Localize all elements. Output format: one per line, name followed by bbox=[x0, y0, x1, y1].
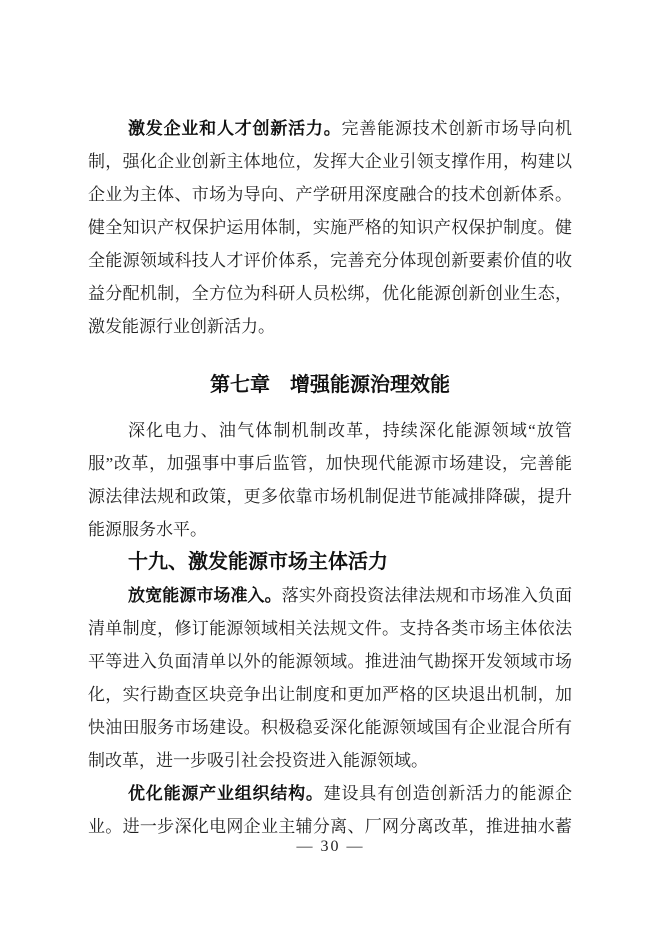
document-body bbox=[88, 112, 572, 843]
page-number: — 30 — bbox=[296, 838, 365, 855]
body-line: 深化电力、油气体制机制改革，持续深化能源领域“放管 bbox=[128, 421, 572, 440]
body-line: 制，强化企业创新主体地位，发挥大企业引领支撑作用，构建以 bbox=[88, 152, 572, 171]
paragraph-industry-structure bbox=[88, 777, 572, 843]
paragraph-lead: 优化能源产业组织结构。 bbox=[128, 784, 324, 803]
section-heading: 十九、激发能源市场主体活力 bbox=[128, 551, 388, 573]
body-line: 服”改革，加强事中事后监管，加快现代能源市场建设，完善能 bbox=[88, 454, 572, 473]
body-line: 健全知识产权保护运用体制，实施严格的知识产权保护制度。健 bbox=[88, 218, 572, 237]
body-text: 完善能源技术创新市场导向机 bbox=[341, 119, 572, 138]
body-line: 业。进一步深化电网企业主辅分离、厂网分离改革，推进抽水蓄 bbox=[88, 817, 572, 836]
body-line: 清单制度，修订能源领域相关法规文件。支持各类市场主体依法 bbox=[88, 619, 572, 638]
paragraph-chapter-intro bbox=[88, 414, 572, 546]
body-text: 落实外商投资法律法规和市场准入负面 bbox=[281, 586, 573, 605]
paragraph-lead: 放宽能源市场准入。 bbox=[128, 586, 282, 605]
body-line: 全能源领域科技人才评价体系，完善充分体现创新要素价值的收 bbox=[88, 251, 572, 270]
chapter-heading: 第七章 增强能源治理效能 bbox=[210, 374, 450, 396]
body-line bbox=[88, 112, 572, 145]
body-line: 益分配机制，全方位为科研人员松绑，优化能源创新创业生态， bbox=[88, 284, 572, 303]
body-line: 快油田服务市场建设。积极稳妥深化能源领域国有企业混合所有 bbox=[88, 718, 572, 737]
body-line: 源法律法规和政策，更多依靠市场机制促进节能减排降碳，提升 bbox=[88, 487, 572, 506]
body-line: 企业为主体、市场为导向、产学研用深度融合的技术创新体系。 bbox=[88, 185, 572, 204]
paragraph-innovation-vitality bbox=[88, 112, 572, 343]
body-text: 建设具有创造创新活力的能源企 bbox=[323, 784, 573, 803]
body-line: 化，实行勘查区块竞争出让制度和更加严格的区块退出机制，加 bbox=[88, 685, 572, 704]
paragraph-lead: 激发企业和人才创新活力。 bbox=[128, 119, 342, 138]
paragraph-market-access bbox=[88, 579, 572, 777]
body-line bbox=[88, 777, 572, 810]
body-line bbox=[88, 579, 572, 612]
body-line: 激发能源行业创新活力。 bbox=[88, 317, 275, 336]
body-line: 能源服务水平。 bbox=[88, 520, 207, 539]
body-line: 平等进入负面清单以外的能源领域。推进油气勘探开发领域市场 bbox=[88, 652, 572, 671]
body-line: 制改革，进一步吸引社会投资进入能源领域。 bbox=[88, 751, 428, 770]
